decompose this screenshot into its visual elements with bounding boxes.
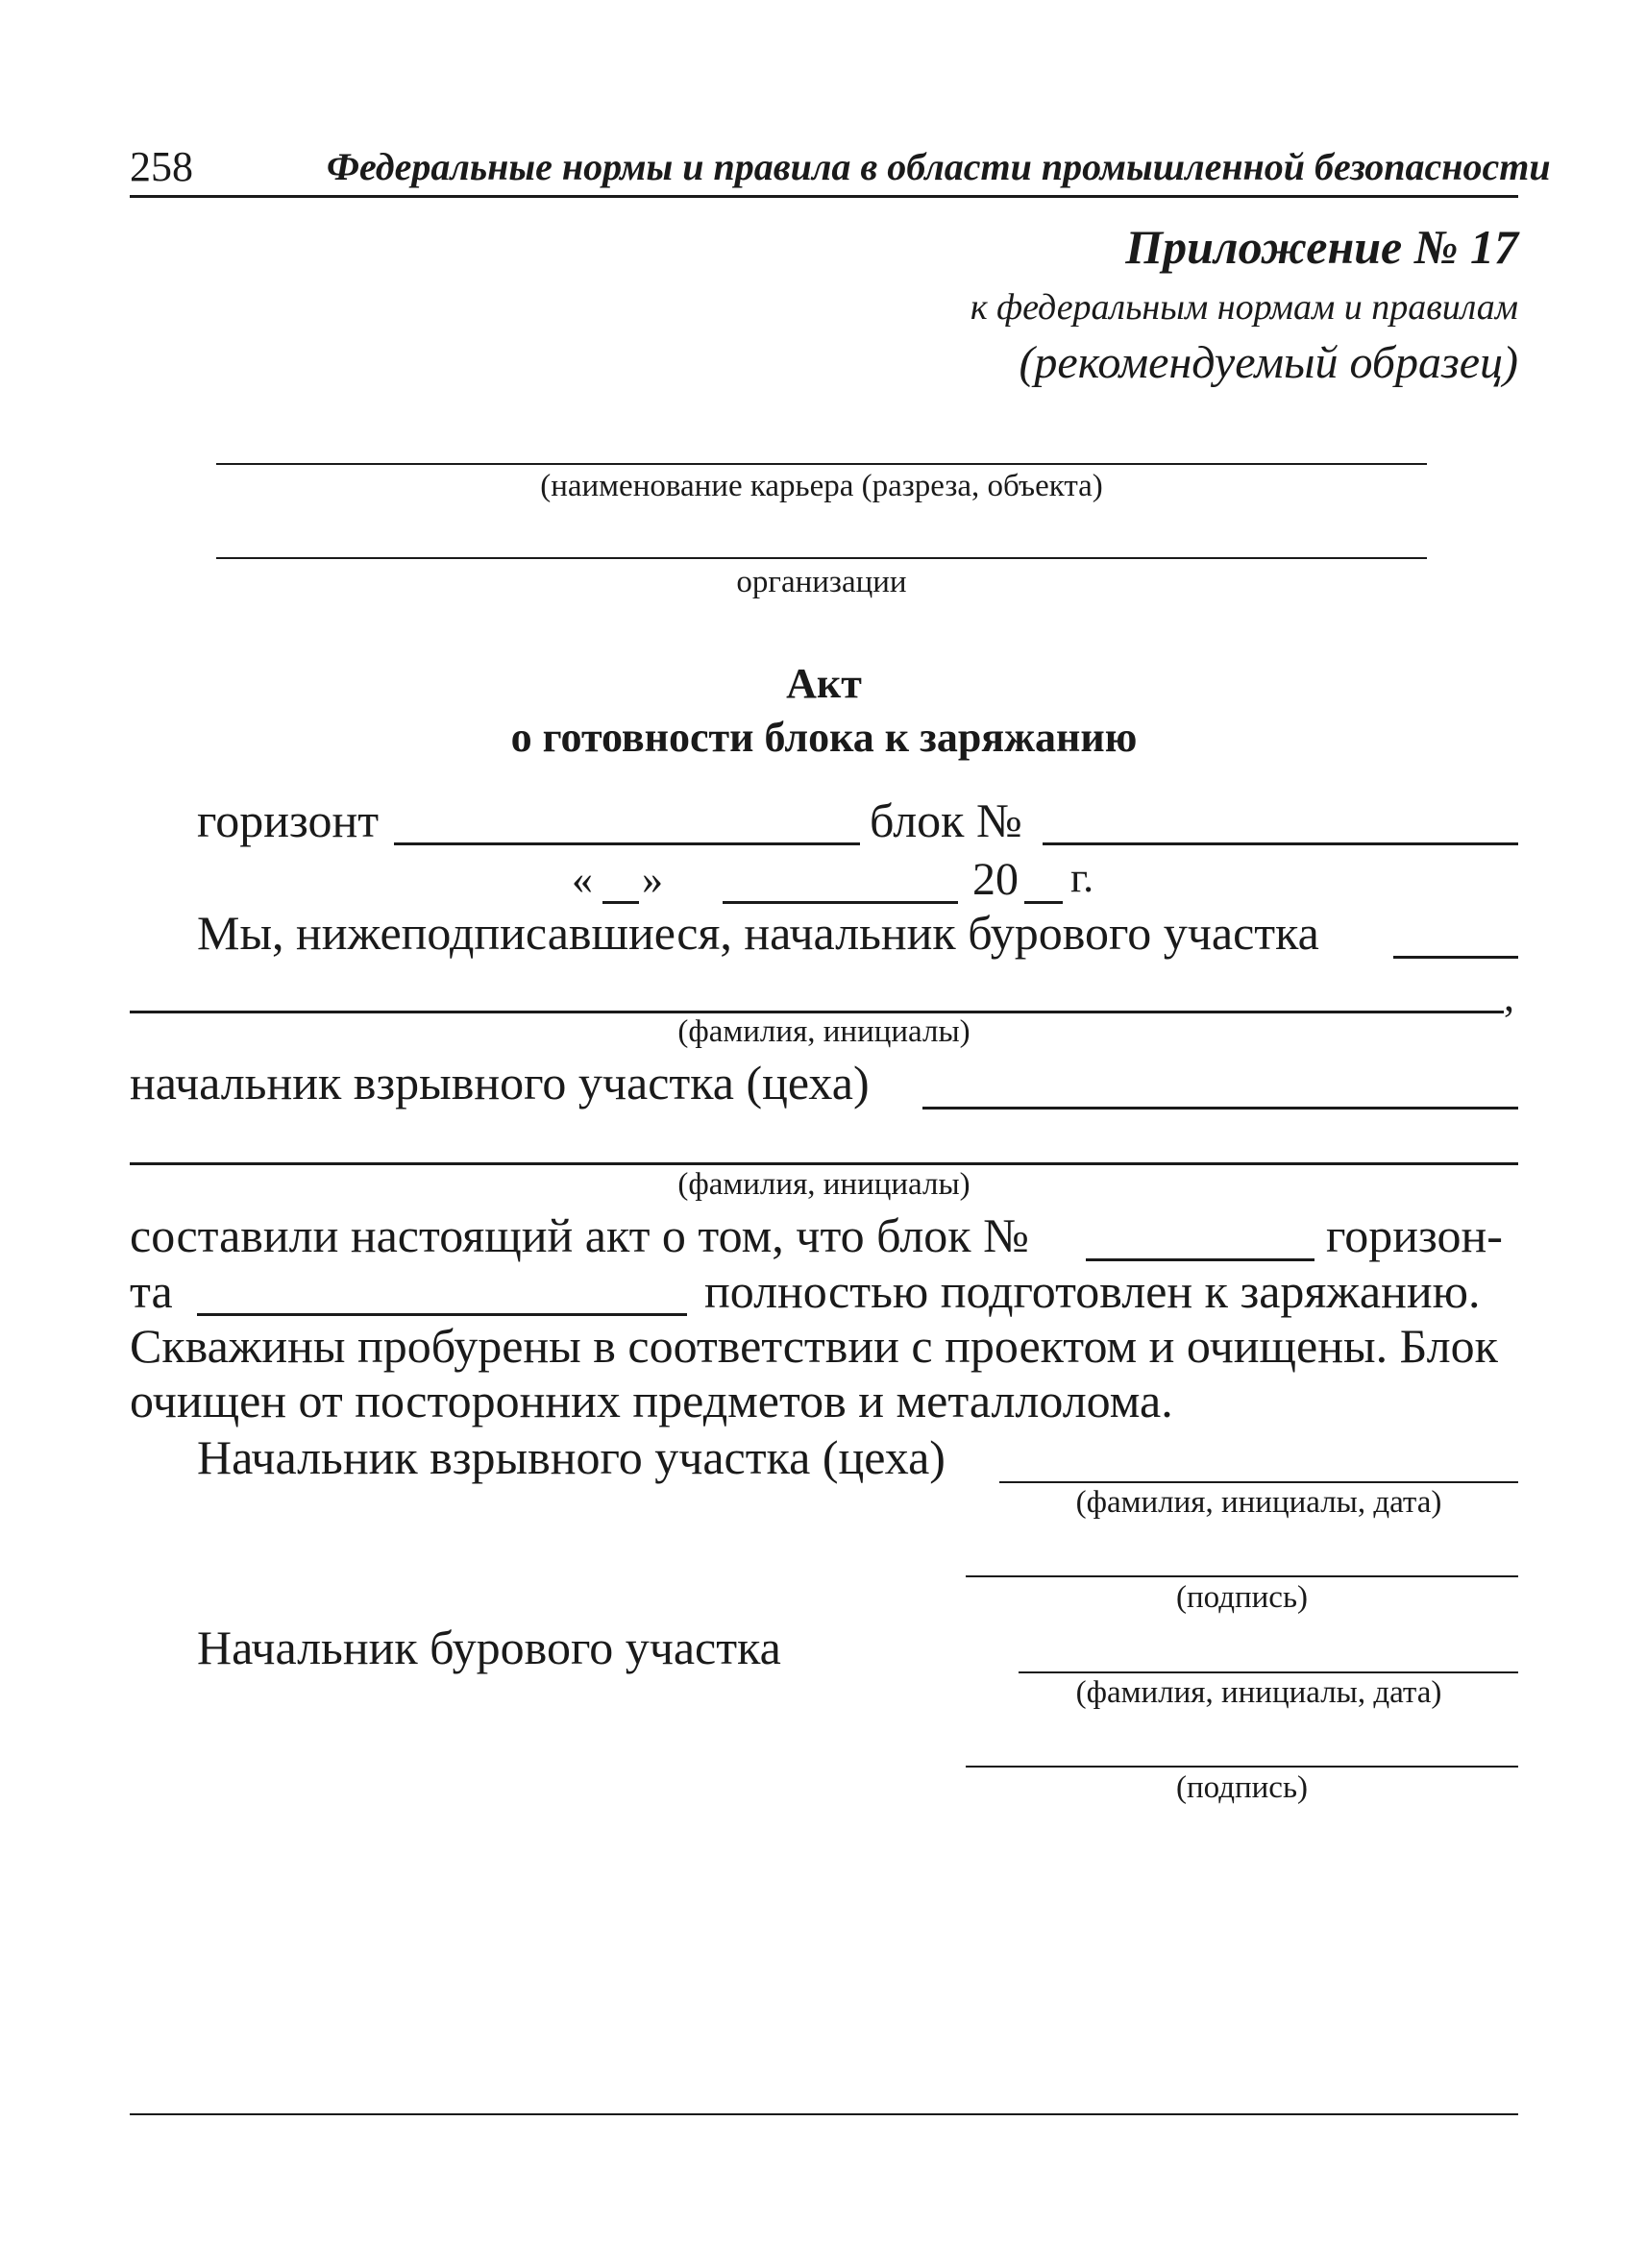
signature-blast-caption-fio: (фамилия, инициалы, дата) xyxy=(1075,1485,1442,1520)
footer-rule xyxy=(130,2113,1518,2115)
date-month-blank[interactable] xyxy=(723,901,958,904)
blast-chief-label: начальник взрывного участка (цеха) xyxy=(130,1056,870,1110)
date-year-suffix: г. xyxy=(1070,854,1094,901)
horizon-blank[interactable] xyxy=(394,842,860,845)
signature-drill-chief-label: Начальник бурового участка xyxy=(197,1621,781,1674)
date-year-prefix: 20 xyxy=(972,854,1019,905)
blast-chief-name-blank-1[interactable] xyxy=(922,1107,1518,1110)
signature-drill-sign-line[interactable] xyxy=(966,1766,1518,1768)
org-caption: организации xyxy=(736,565,907,599)
block-label: блок № xyxy=(870,793,1022,847)
blast-chief-name-blank-2[interactable] xyxy=(130,1162,1518,1165)
quarry-caption: (наименование карьера (разреза, объекта) xyxy=(540,469,1103,503)
doc-title-line1: Акт xyxy=(786,660,862,707)
page-number: 258 xyxy=(130,143,193,190)
org-name-line xyxy=(216,557,1427,559)
signature-blast-fio-line[interactable] xyxy=(999,1481,1518,1483)
date-open-quote: « xyxy=(572,856,593,903)
quarry-name-line xyxy=(216,463,1427,465)
appendix-title: Приложение № 17 xyxy=(1125,220,1518,274)
comma: , xyxy=(1504,973,1514,1020)
caption-fio-1: (фамилия, инициалы) xyxy=(677,1014,970,1049)
paragraph-line2-start: та xyxy=(130,1264,173,1318)
signature-drill-caption-sign: (подпись) xyxy=(1176,1770,1308,1805)
act-horizon-blank[interactable] xyxy=(197,1313,687,1316)
signature-drill-caption-fio: (фамилия, инициалы, дата) xyxy=(1075,1675,1442,1710)
signature-drill-fio-line[interactable] xyxy=(1019,1671,1518,1673)
appendix-subtitle: к федеральным нормам и правилам xyxy=(970,287,1518,328)
paragraph-line1-end: горизон- xyxy=(1326,1208,1503,1262)
running-title: Федеральные нормы и правила в области промышленной безопасности xyxy=(327,145,1551,188)
paragraph-line2-end: полностью подготовлен к заряжанию. xyxy=(704,1264,1481,1318)
appendix-note: (рекомендуемый образец) xyxy=(1019,337,1518,388)
date-year-blank[interactable] xyxy=(1024,901,1063,904)
caption-fio-2: (фамилия, инициалы) xyxy=(677,1167,970,1202)
paragraph-line3: Скважины пробурены в соответствии с проектом и очищены. Блок xyxy=(130,1319,1498,1373)
doc-title-line2: о готовности блока к заряжанию xyxy=(510,714,1138,761)
drill-chief-name-blank-1[interactable] xyxy=(1393,956,1518,959)
block-number-blank[interactable] xyxy=(1043,842,1518,845)
act-block-number-blank[interactable] xyxy=(1086,1258,1314,1261)
signature-blast-chief-label: Начальник взрывного участка (цеха) xyxy=(197,1430,946,1484)
drill-chief-name-blank-2[interactable] xyxy=(130,1011,1504,1013)
signature-blast-sign-line[interactable] xyxy=(966,1575,1518,1577)
date-day-blank[interactable] xyxy=(602,901,639,904)
header-rule xyxy=(130,195,1518,198)
intro-text: Мы, нижеподписавшиеся, начальник бурового участка xyxy=(197,906,1319,960)
date-close-quote: » xyxy=(642,856,663,903)
horizon-label: горизонт xyxy=(197,793,380,847)
paragraph-line1-start: составили настоящий акт о том, что блок № xyxy=(130,1208,1029,1262)
signature-blast-caption-sign: (подпись) xyxy=(1176,1580,1308,1615)
paragraph-line4: очищен от посторонних предметов и металлолома. xyxy=(130,1374,1173,1427)
